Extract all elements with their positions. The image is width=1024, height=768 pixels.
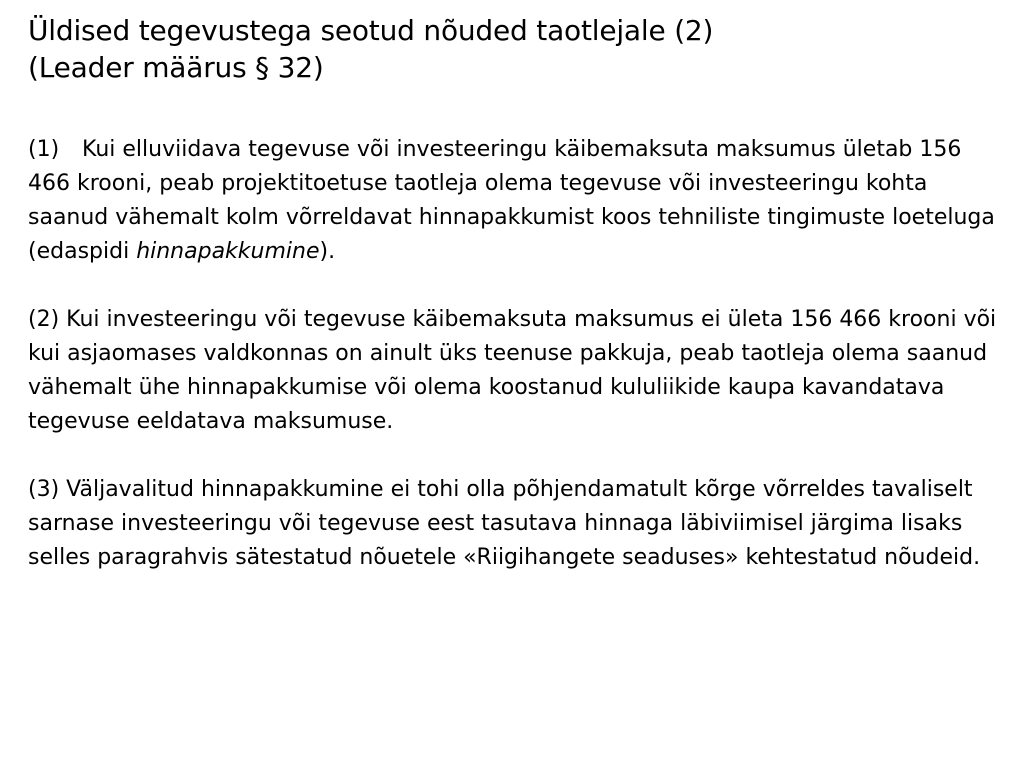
slide-title bbox=[28, 12, 988, 86]
paragraph-3: (3) Väljavalitud hinnapakkumine ei tohi olla põhjendamatult kõrge võrreldes tavaliselt sarnase investeeringu või tegevuse eest tasutava hinnaga läbiviimisel järgima lisaks selles paragrahvis sätestatud nõuetele «Riigihangete seaduses» kehtestatud nõudeid. bbox=[28, 477, 981, 570]
slide-body bbox=[28, 133, 1003, 609]
paragraph-1-text: Kui elluviidava tegevuse või investeeringu käibemaksuta maksumus ületab 156 466 krooni, peab projektitoetuse taotleja olema tegevuse või investeeringu kohta saanud vähemalt kolm võrreldavat hinnapakkumist koos tehniliste tingimuste loeteluga (edaspidi bbox=[28, 137, 995, 264]
paragraph-2: (2) Kui investeeringu või tegevuse käibemaksuta maksumus ei ületa 156 466 krooni või kui asjaomases valdkonnas on ainult üks teenuse pakkuja, peab taotleja olema saanud vähemalt ühe hinnapakkumise või olema koostanud kululiikide kaupa kavandatava tegevuse eeldatava maksumuse. bbox=[28, 307, 997, 434]
paragraph-1-italic-term: hinnapakkumine bbox=[136, 239, 320, 264]
paragraph-1-number: (1) bbox=[28, 137, 60, 162]
slide-title-line-1: Üldised tegevustega seotud nõuded taotlejale (2) bbox=[28, 14, 714, 47]
paragraph-1 bbox=[28, 133, 1003, 269]
slide-title-line-2: (Leader määrus § 32) bbox=[28, 51, 324, 84]
paragraph-1-text-end: ). bbox=[319, 239, 336, 264]
